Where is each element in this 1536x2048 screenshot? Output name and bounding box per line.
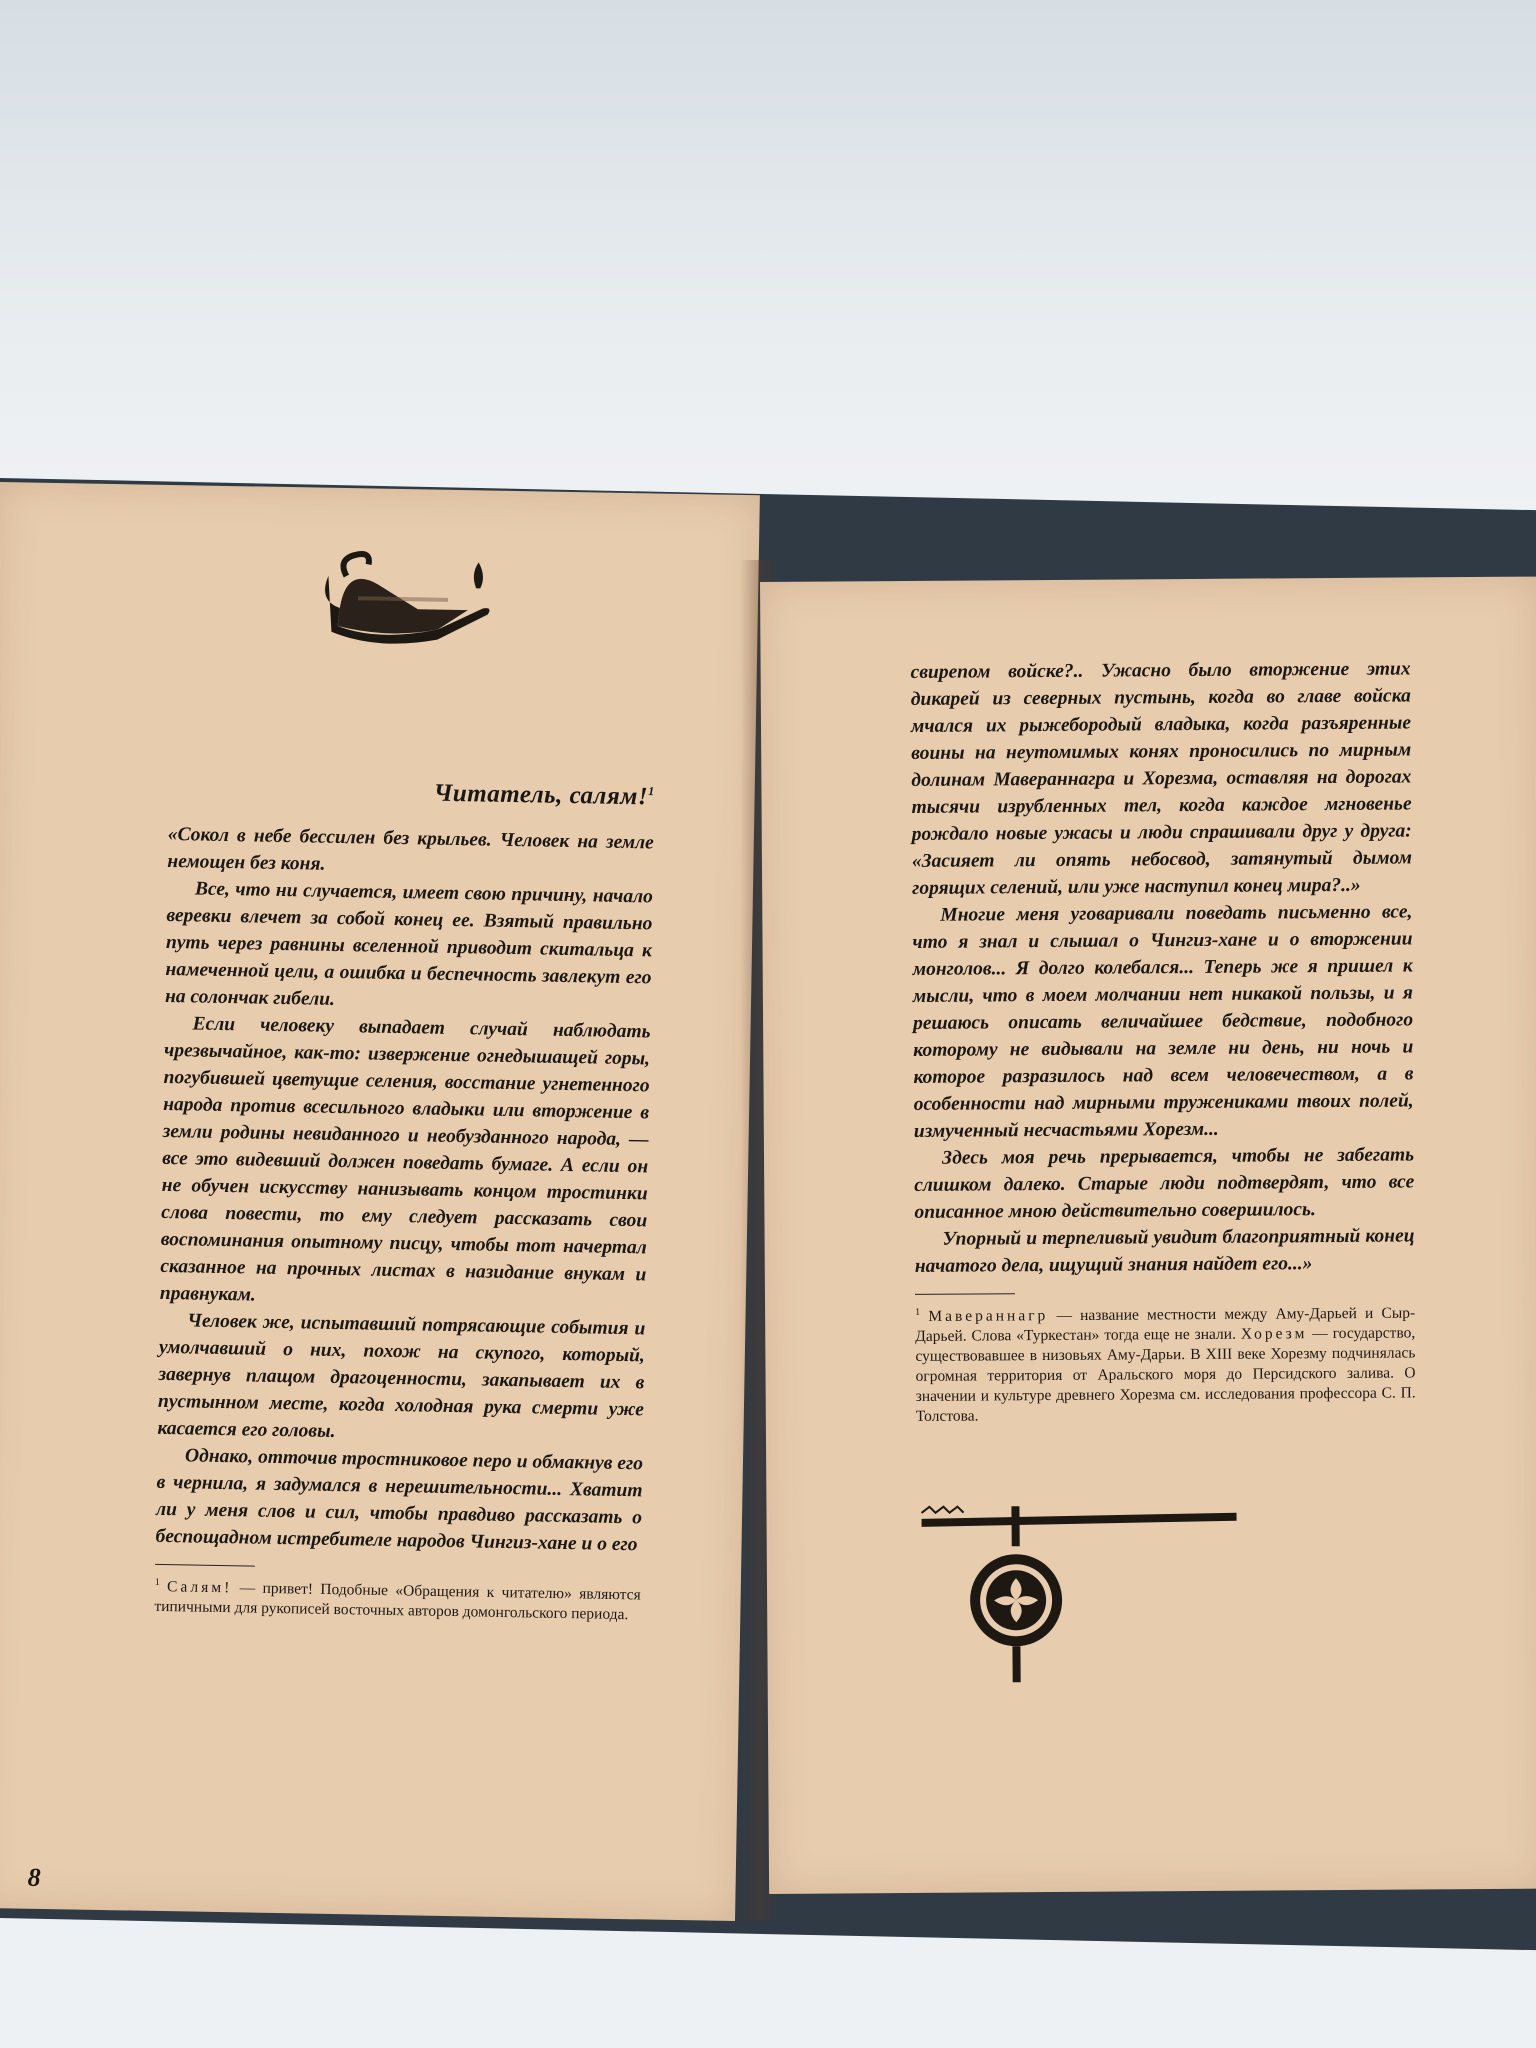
footnote-text: — привет! Подобные «Обращения к читателю» являются типичными для рукописей восточных авторов домонгольского периода. [154,1579,641,1624]
paragraph: Все, что ни случается, имеет свою причину, начало веревки влечет за собой конец ее. Взятый правильно путь через равнины вселенной приводит скитальца к намеченной цели, а ошибка и беспечность завлекут его на солончак гибели. [164,878,654,1010]
footnote [915,1299,1416,1427]
paragraph: Однако, отточив тростниковое перо и обмакнув его в чернила, я задумался в нерешительности... Хватит ли у меня слов и сил, чтобы правдиво рассказать о беспощадном истребителе народов Чингиз-хане и о его [155,1445,644,1556]
footnote-text: — название местности между Аму-Дарьей и Сыр-Дарьей. Слова «Туркестан» тогда еще не знали. [915,1304,1416,1346]
footnote-term: Салям! [166,1578,233,1597]
footnote [154,1573,641,1626]
paragraph: Здесь моя речь прерывается, чтобы не забегать слишком далеко. Старые люди подтвердят, что все описанное мною действительно совершилось. [914,1144,1415,1223]
left-body-text [155,821,654,1558]
right-text-column [911,655,1416,1427]
footnote-text: — государство, существовавшее в низовьях Аму-Дарьи. В XIII веке Хорезму подчинялась огромная территория от Аральского моря до Персидского залива. О значении и культуре древнего Хорезма см. исследования профессора С. П. Толстова. [915,1324,1416,1426]
footnote-rule [155,1564,255,1567]
hanging-medallion-icon [916,1499,1247,1701]
left-page [0,482,760,1921]
paragraph: Человек же, испытавший потрясающие события и умолчавший о них, похож на скупого, который, завернув плащом драгоценности, закапывает их в пустынном месте, когда холодная рука смерти уже касается его головы. [157,1310,646,1442]
footnote-term: Хорезм [1240,1325,1308,1343]
footnote-mark: 1 [154,1576,160,1588]
chapter-heading-text: Читатель, салям! [433,779,649,811]
footnote-rule [915,1293,1015,1295]
page-number: 8 [27,1862,41,1892]
paragraph: свирепом войске?.. Ужасно было вторжение этих дикарей из северных пустынь, когда во главе войска мчался их рыжебородый владыка, когда разъяренные воины на неутомимых конях проносились по мирным долинам Мавераннагра и Хорезма, оставляя на дорогах тысячи изрубленных тел, когда каждое мгновенье рождало новые ужасы и люди спрашивали друг у друга: «Засияет ли опять небосвод, затянутый дымом горящих селений, или уже наступил конец мира?..» [910,658,1413,899]
right-page [760,577,1536,1894]
paragraph: «Сокол в небе бессилен без крыльев. Человек на земле немощен без коня. [167,823,654,875]
footnote-mark: 1 [915,1306,921,1318]
footnote-term: Мавераннагр [928,1307,1049,1325]
paragraph: Многие меня уговаривали поведать письменно все, что я знал и слышал о Чингиз-хане и о вторжении монголов... Я долго колебался... Теперь же я пришел к мысли, что в моем молчании нет никакой пользы, и я решаюсь описать величайшее бедствие, подобного которому не видывали на земле ни день, ни ночь и которое разразилось над всем человечеством, а в особенности над мирными тружениками твоих полей, измученный несчастьями Хорезм... [912,901,1414,1142]
heading-footnote-mark: 1 [648,784,655,799]
paragraph: Упорный и терпеливый увидит благоприятный конец начатого дела, ищущий знания найдет его...» [914,1225,1415,1277]
left-text-column [154,635,657,1625]
paragraph: Если человеку выпадает случай наблюдать чрезвычайное, как-то: извержение огнедышащей горы, погубившей цветущие селения, восстание угнетенного народа против всесильного владыки или вторжение в земли родины невиданного и необузданного народа, — все это видевший должен поведать бумаге. А если он не обучен искусству нанизывать концом тростинки слова повести, то ему следует рассказать свои воспоминания опытному писцу, чтобы тот начертал сказанное на прочных листах в назидание внукам и правнукам. [159,1013,651,1306]
right-body-text [911,655,1415,1279]
oil-lamp-icon [317,546,499,649]
